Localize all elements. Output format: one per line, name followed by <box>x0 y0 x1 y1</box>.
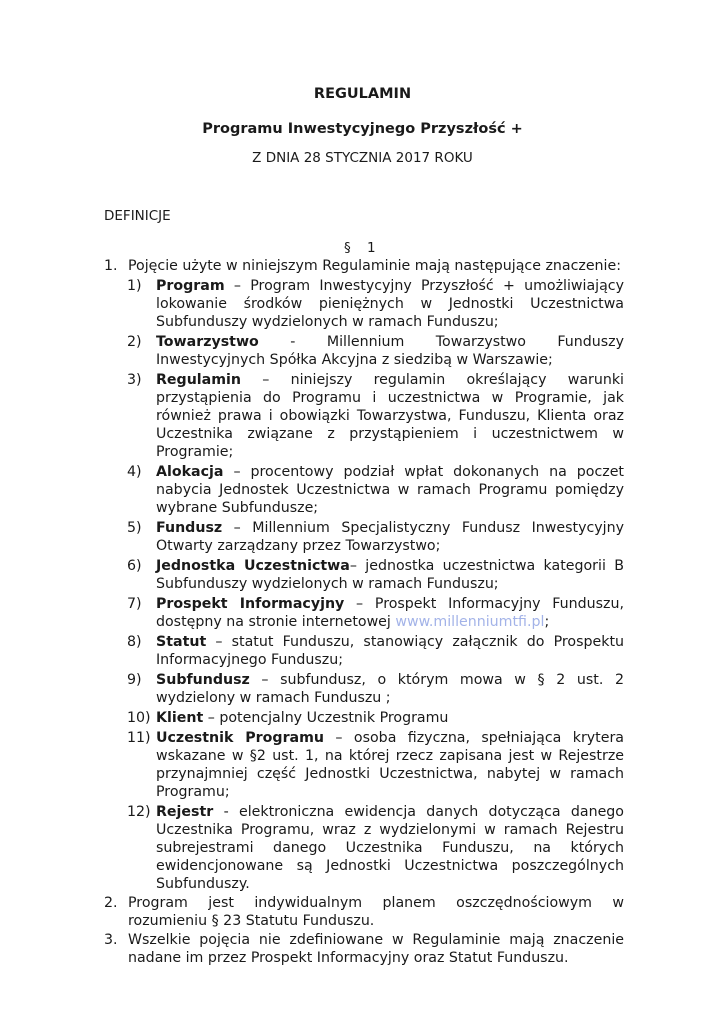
definition-text <box>156 803 624 893</box>
definition-item <box>128 333 624 369</box>
definition-number: 9) <box>127 672 142 688</box>
section-heading: DEFINICJE <box>104 208 171 224</box>
definition-item <box>128 519 624 555</box>
document-subtitle: Programu Inwestycyjnego Przyszłość + <box>202 121 523 137</box>
definition-description: – procentowy podział wpłat dokonanych na poczet nabycia Jednostek Uczestnictwa w ramach Programu pomiędzy wybrane Subfundusze; <box>156 464 624 516</box>
definition-number: 4) <box>127 464 142 480</box>
definition-term: Towarzystwo <box>156 334 259 350</box>
definition-text <box>156 333 624 369</box>
definition-number: 8) <box>127 634 142 650</box>
definition-term: Prospekt Informacyjny <box>156 596 345 612</box>
definition-item <box>128 595 624 631</box>
definition-description: - elektroniczna ewidencja danych dotycząca danego Uczestnika Programu, wraz z wydzielonymi w ramach Rejestru subrejestrami danego Uczestnika Funduszu, na których ewidencjonowane są Jednostki Uczestnictwa poszczególnych Subfunduszy. <box>156 804 624 892</box>
definition-term: Fundusz <box>156 520 223 536</box>
definition-text <box>156 633 624 669</box>
list-item-number: 2. <box>104 895 118 911</box>
definition-description: – osoba fizyczna, spełniająca krytera wskazane w §2 ust. 1, na której rzecz zapisana jest w Rejestrze przynajmniej część Jednostki Uczestnictwa, nabytej w ramach Programu; <box>156 730 624 800</box>
list-item-number: 1. <box>104 258 118 274</box>
definition-item <box>128 463 624 517</box>
paragraph-number: § 1 <box>344 240 376 256</box>
definition-item <box>128 729 624 801</box>
definition-text <box>156 277 624 331</box>
definition-term: Rejestr <box>156 804 214 820</box>
definition-tail: ; <box>544 614 550 630</box>
definition-description: – statut Funduszu, stanowiący załącznik do Prospektu Informacyjnego Funduszu; <box>156 634 624 668</box>
list-item-text: Program jest indywidualnym planem oszczędnościowym w rozumieniu § 23 Statutu Funduszu. <box>128 895 624 929</box>
definition-term: Regulamin <box>156 372 241 388</box>
main-list <box>104 257 624 968</box>
definition-item <box>128 371 624 461</box>
document-date: Z DNIA 28 STYCZNIA 2017 ROKU <box>252 150 473 166</box>
list-item <box>104 931 624 967</box>
definition-description: – Program Inwestycyjny Przyszłość + umożliwiający lokowanie środków pieniężnych w Jednostki Uczestnictwa Subfunduszy wydzielonych w ramach Funduszu; <box>156 278 624 330</box>
definition-description: - Millennium Towarzystwo Funduszy Inwestycyjnych Spółka Akcyjna z siedzibą w Warszawie; <box>156 334 624 368</box>
definition-number: 3) <box>127 372 142 388</box>
definition-text <box>156 371 624 461</box>
definition-number: 6) <box>127 558 142 574</box>
definition-term: Uczestnik Programu <box>156 730 325 746</box>
definition-text <box>156 709 624 727</box>
definition-item <box>128 633 624 669</box>
definition-description: – jednostka uczestnictwa kategorii B Subfunduszy wydzielonych w ramach Funduszu; <box>156 558 625 592</box>
definition-term: Program <box>156 278 225 294</box>
definition-number: 7) <box>127 596 142 612</box>
definition-text <box>156 729 624 801</box>
list-item-text: Wszelkie pojęcia nie zdefiniowane w Regulaminie mają znaczenie nadane im przez Prospekt Informacyjny oraz Statut Funduszu. <box>128 932 624 966</box>
definition-term: Subfundusz <box>156 672 250 688</box>
definition-term: Statut <box>156 634 207 650</box>
definition-term: Jednostka Uczestnictwa <box>156 558 350 574</box>
definition-term: Alokacja <box>156 464 224 480</box>
definition-number: 10) <box>127 710 151 726</box>
definition-number: 11) <box>127 730 151 746</box>
definition-number: 12) <box>127 804 151 820</box>
definition-description: – potencjalny Uczestnik Programu <box>203 710 449 726</box>
definition-text <box>156 671 624 707</box>
definition-item <box>128 671 624 707</box>
document-title: REGULAMIN <box>313 86 412 102</box>
definition-item <box>128 803 624 893</box>
definition-number: 1) <box>127 278 142 294</box>
definition-term: Klient <box>156 710 204 726</box>
definition-text <box>156 557 624 593</box>
definition-text <box>156 519 624 555</box>
list-item <box>104 894 624 930</box>
definition-number: 2) <box>127 334 142 350</box>
definition-item <box>128 709 624 727</box>
definition-description: – Millennium Specjalistyczny Fundusz Inwestycyjny Otwarty zarządzany przez Towarzystwo; <box>156 520 624 554</box>
website-link[interactable]: www.millenniumtfi.pl <box>395 614 545 630</box>
definition-item <box>128 557 624 593</box>
definitions-list <box>128 277 624 893</box>
definition-text <box>156 463 624 517</box>
definition-number: 5) <box>127 520 142 536</box>
definition-description: – subfundusz, o którym mowa w § 2 ust. 2 wydzielony w ramach Funduszu ; <box>156 672 624 706</box>
list-item-number: 3. <box>104 932 118 948</box>
list-item-text: Pojęcie użyte w niniejszym Regulaminie mają następujące znaczenie: <box>128 258 622 274</box>
definition-description: – Prospekt Informacyjny Funduszu, dostępny na stronie internetowej <box>156 596 624 630</box>
definition-item <box>128 277 624 331</box>
definition-text <box>156 595 624 631</box>
list-item <box>104 257 624 893</box>
definition-description: – niniejszy regulamin określający warunki przystąpienia do Programu i uczestnictwa w Programie, jak również prawa i obowiązki Towarzystwa, Funduszu, Klienta oraz Uczestnika związane z przystąpieniem i uczestnictwem w Programie; <box>156 372 624 460</box>
